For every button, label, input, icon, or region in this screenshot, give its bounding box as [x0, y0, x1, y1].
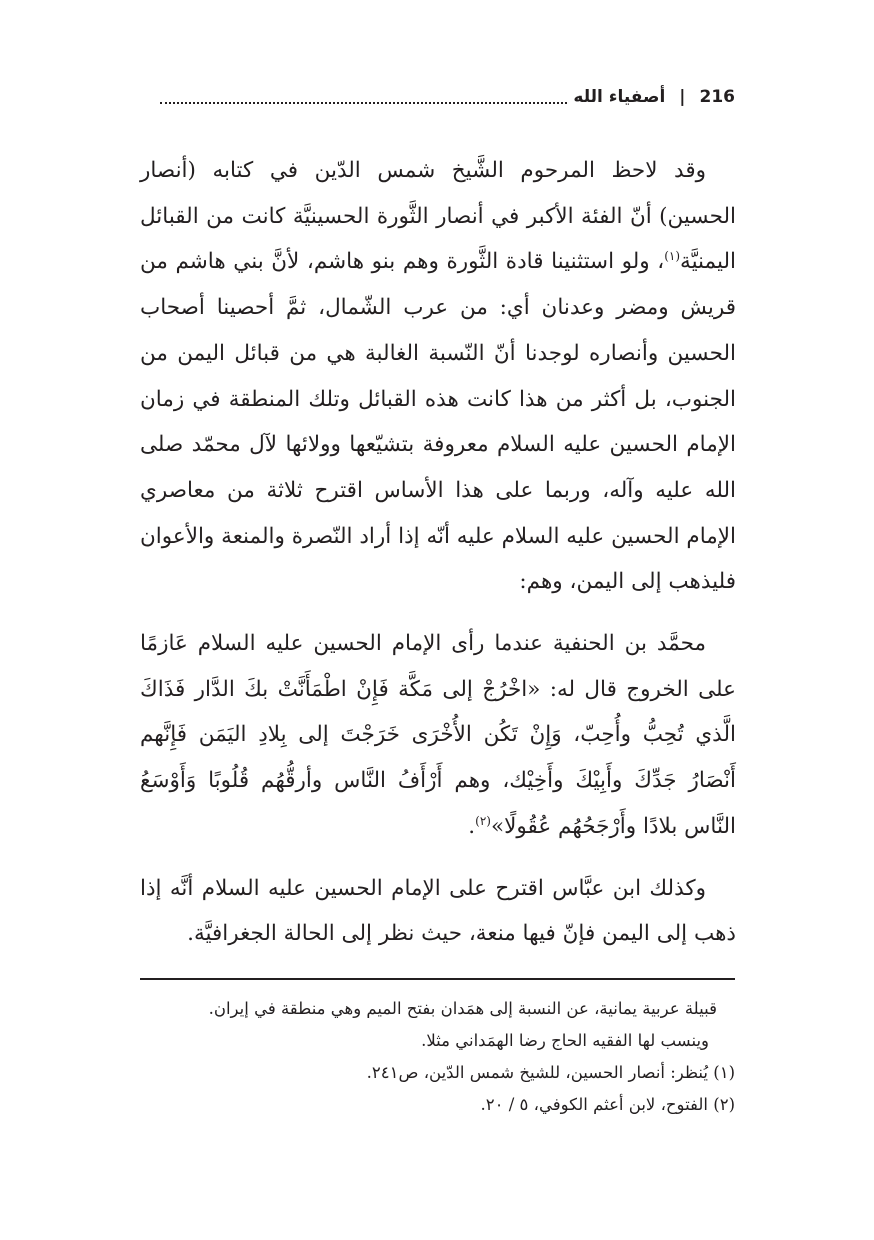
footnote-divider: [140, 978, 735, 980]
paragraph-1-text: وقد لاحظ المرحوم الشَّيخ شمس الدّين في كتابه (أنصار الحسين) أنّ الفئة الأكبر في أنصار الثَّورة الحسينيَّة كانت من القبائل اليمنيَّة: [140, 158, 736, 275]
footnote-1: (١) يُنظر: أنصار الحسين، للشيخ شمس الدّين، ص٢٤١.: [366, 1063, 735, 1082]
footnote-ref-2: (٢): [475, 813, 491, 828]
footnotes: [140, 993, 735, 1121]
paragraph-1-tail: ، ولو استثنينا قادة الثَّورة وهم بنو هاشم، لأنَّ بني هاشم من قريش ومضر وعدنان أي: من عرب الشّمال، ثمَّ أحصينا أصحاب الحسين وأنصاره لوجدنا أنّ النّسبة الغالبة هي من قبائل اليمن من الجنوب، بل أكثر من هذا كانت هذه القبائل وتلك المنطقة في زمان الإمام الحسين عليه السلام معروفة بتشيّعها وولائها لآل محمّد صلى الله عليه وآله، وربما على هذا الأساس اقترح ثلاثة من معاصري الإمام الحسين عليه السلام عليه أنّه إذا أراد النّصرة والمنعة والأعوان فليذهب إلى اليمن، وهم:: [140, 249, 736, 595]
main-text: [140, 148, 736, 957]
header-separator: |: [679, 87, 686, 107]
page-number: 216: [699, 87, 735, 107]
book-title: أصفياء الله: [573, 87, 666, 107]
paragraph-3-text: وكذلك ابن عبَّاس اقترح على الإمام الحسين عليه السلام أنَّه إذا ذهب إلى اليمن فإنّ فيها منعة، حيث نظر إلى الحالة الجغرافيَّة.: [140, 875, 736, 947]
running-header: [150, 80, 735, 114]
paragraph-2: [140, 621, 736, 850]
paragraph-2-text: محمَّد بن الحنفية عندما رأى الإمام الحسين عليه السلام عَازمًا على الخروج قال له: «اخْرُجْ إلى مَكَّة فَإِنْ اطْمَأَنَّتْ بكَ الدَّار فَذَاكَ الَّذي تُحِبُّ وأُحِبّ، وَإِنْ تَكُن الأُخْرَى خَرَجْتَ إلى بِلادِ اليَمَن فَإِنَّهم أَنْصَارُ جَدِّكَ وأَبِيْكَ وأَخِيْك، وهم أَرْأَفُ النَّاس وأرقُّهُم قُلُوبًا وَأَوْسَعُ النَّاس بلادًا وأَرْجَحُهُم عُقُولًا»: [140, 631, 736, 839]
header-dotted-leader: [160, 102, 567, 104]
paragraph-2-tail: .: [468, 813, 476, 839]
footnote-continuation: قبيلة عربية يمانية، عن النسبة إلى همَدان بفتح الميم وهي منطقة في إيران.: [208, 999, 717, 1018]
paragraph-1: [140, 148, 736, 605]
paragraph-3: [140, 866, 736, 957]
footnote-continuation-2: وينسب لها الفقيه الحاج رضا الهمَداني مثلا.: [421, 1031, 709, 1050]
footnote-2: (٢) الفتوح، لابن أعثم الكوفي، ٥ / ٢٠.: [480, 1095, 735, 1114]
footnote-ref-1: (١): [664, 249, 681, 264]
